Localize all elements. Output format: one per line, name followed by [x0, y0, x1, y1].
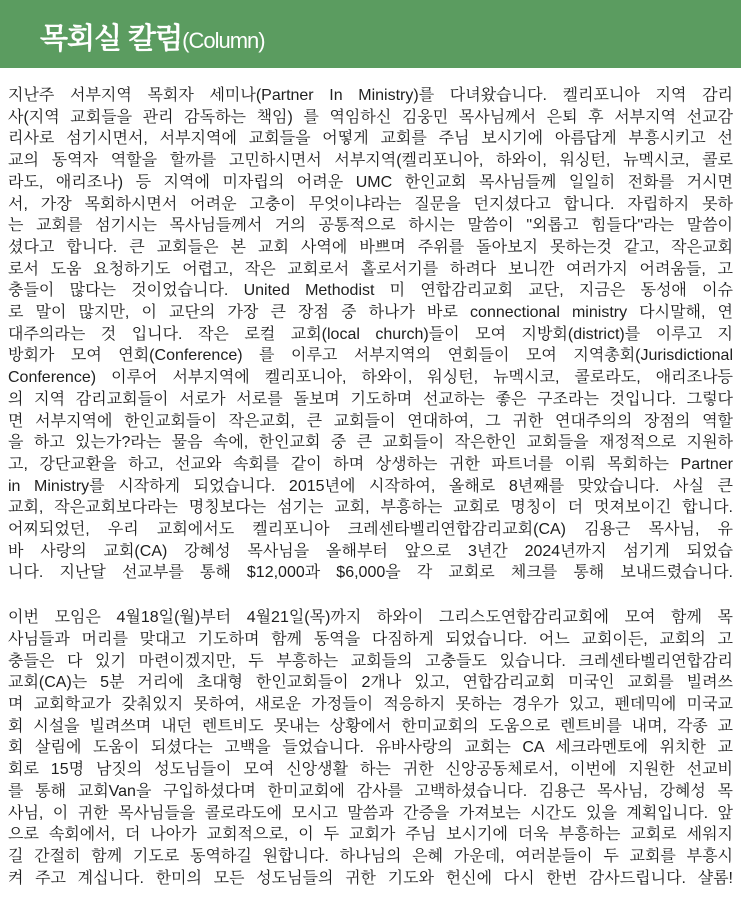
page-title	[40, 15, 265, 54]
text-line: 이번 모임은 4월18일(월)부터 4월21일(목)까지 하와이 그리스도연합감리교회에 모여 함께 목	[8, 609, 733, 627]
text-line: 회로 15명 남짓의 성도님들이 모여 신앙생활 하는 귀한 신앙공동체로서, 이번에 지원한 선교비	[8, 761, 733, 779]
article-paragraph-1	[8, 85, 733, 584]
text-line: 교회, 작은교회보다라는 명칭보다는 섬기는 교회, 부흥하는 교회로 명칭이 더 멋져보이긴 합니다.	[8, 499, 733, 517]
text-line: 사(지역 교회들을 관리 감독하는 책임) 를 역임하신 김웅민 목사님께서 은퇴 후 서부지역 선교감	[8, 108, 733, 126]
text-line: in Ministry를 시작하게 되었습니다. 2015년에 시작하여, 올해로 8년째를 맞았습니다. 사실 큰	[8, 477, 733, 495]
text-line: 으로 속회에서, 더 나아가 교회적으로, 이 두 교회가 주님 보시기에 더욱 부흥하는 교회로 세워지	[8, 826, 733, 844]
text-line: 켜 주고 계십니다. 한미의 모든 성도님들의 귀한 기도와 헌신에 다시 한번 감사드립니다. 샬롬!	[8, 869, 733, 887]
text-line: Conference) 이루어 서부지역에 켈리포니아, 하와이, 워싱턴, 뉴멕시코, 콜로라도, 애리조나등	[8, 369, 733, 387]
text-line: 길 간절히 함께 기도로 동역하길 원합니다. 하나님의 은혜 가운데, 여러분들이 두 교회를 부흥시	[8, 847, 733, 865]
text-line: 로 말이 많지만, 이 교단의 가장 큰 장점 중 하나가 바로 connectional ministry 다시말해, 연	[8, 304, 733, 322]
text-line: 는 교회를 섬기시는 목사님들께서 거의 공통적으로 하시는 말씀이 "외롭고 힘들다"라는 말씀이	[8, 217, 733, 235]
text-line: 지난주 서부지역 목회자 세미나(Partner In Ministry)를 다녀왔습니다. 켈리포니아 지역 감리	[8, 87, 733, 104]
text-line: 회 시설을 빌려쓰며 내던 렌트비도 못내는 상황에서 한미교회의 도움으로 렌트비를 내며, 각종 교	[8, 717, 733, 735]
text-line: 대주의라는 것 입니다. 작은 로컬 교회(local church)들이 모여 지방회(district)를 이루고 지	[8, 325, 733, 343]
text-line: 어찌되었던, 우리 교회에서도 켈리포니아 크레센타벨리연합감리교회(CA) 김용근 목사님, 유	[8, 521, 733, 539]
text-line: 사님들과 머리를 맞대고 기도하며 함께 동역을 다짐하게 되었습니다. 어느 교회이든, 교회의 고	[8, 630, 733, 648]
text-line: 방회가 모여 연회(Conference) 를 이루고 서부지역의 연회들이 모여 지역총회(Jurisdictional	[8, 347, 733, 365]
text-line: 충들이 많다는 것이었습니다. United Methodist 미 연합감리교회 교단, 지금은 동성애 이슈	[8, 282, 733, 300]
page-title-english: (Column)	[182, 27, 265, 53]
column-header	[0, 0, 741, 68]
text-line: 면 서부지역에 한인교회들이 작은교회, 큰 교회들이 연대하여, 그 귀한 연대주의의 장점의 역할	[8, 412, 733, 430]
page-title-korean: 목회실 칼럼	[40, 22, 183, 55]
text-line: 라도, 애리조나) 등 지역에 미자립의 어려운 UMC 한인교회 목사님들께 일일히 전화를 거시면	[8, 173, 733, 191]
text-line: 셨다고 합니다. 큰 교회들은 본 교회 사역에 바쁘며 주위를 돌아보지 못하는것 같고, 작은교회	[8, 238, 733, 256]
column-article-body	[0, 68, 741, 889]
article-paragraph-2	[8, 607, 733, 889]
text-line: 니다. 지난달 선교부를 통해 $12,000과 $6,000을 각 교회로 체크를 통해 보내드렸습니다.	[8, 564, 733, 582]
text-line: 을 하고 있는가?라는 물음 속에, 한인교회 중 큰 교회들이 작은한인 교회들을 재정적으로 지원하	[8, 434, 733, 452]
text-line: 충들은 다 있기 마련이겠지만, 두 부흥하는 교회들의 고충들도 있습니다. 크레센타벨리연합감리	[8, 652, 733, 670]
text-line: 교의 동역자 역할을 할까를 고민하시면서 서부지역(켈리포니아, 하와이, 워싱턴, 뉴멕시코, 콜로	[8, 152, 733, 170]
text-line: 의 지역 감리교회들이 서로가 서로를 돌보며 기도하며 선교하는 좋은 구조라는 것입니다. 그렇다	[8, 390, 733, 408]
text-line: 고, 강단교환을 하고, 선교와 속회를 같이 하며 상생하는 귀한 파트너를 이뤄 목회하는 Partner	[8, 455, 733, 473]
text-line: 회 살림에 도움이 되셨다는 고백을 들었습니다. 유바사랑의 교회는 CA 세크라멘토에 위치한 교	[8, 739, 733, 757]
text-line: 며 교회학교가 갖춰있지 못하여, 새로운 가정들이 적응하지 못하는 경우가 있고, 펜데믹에 미국교	[8, 695, 733, 713]
text-line: 로서 도움 요청하기도 어렵고, 작은 교회로서 홀로서기를 하려다 보니깐 여러가지 어려움들, 고	[8, 260, 733, 278]
text-line: 리사로 섬기시면서, 서부지역에 교회들을 어떻게 교회를 주님 보시기에 아름답게 부흥시키고 선	[8, 130, 733, 148]
text-line: 를 통해 교회Van을 구입하셨다며 한미교회에 감사를 고백하셨습니다. 김용근 목사님, 강혜성 목	[8, 782, 733, 800]
text-line: 교회(CA)는 5분 거리에 초대형 한인교회들이 2개나 있고, 연합감리교회 미국인 교회를 빌려쓰	[8, 674, 733, 692]
text-line: 사님, 이 귀한 목사님들을 콜로라도에 모시고 말씀과 간증을 가져보는 시간도 있을 계획입니다. 앞	[8, 804, 733, 822]
text-line: 서, 가장 목회하시면서 어려운 고충이 무엇이냐라는 질문을 던지셨다고 합니다. 자립하지 못하	[8, 195, 733, 213]
text-line: 바 사랑의 교회(CA) 강혜성 목사님을 올해부터 앞으로 3년간 2024년까지 섬기게 되었습	[8, 542, 733, 560]
